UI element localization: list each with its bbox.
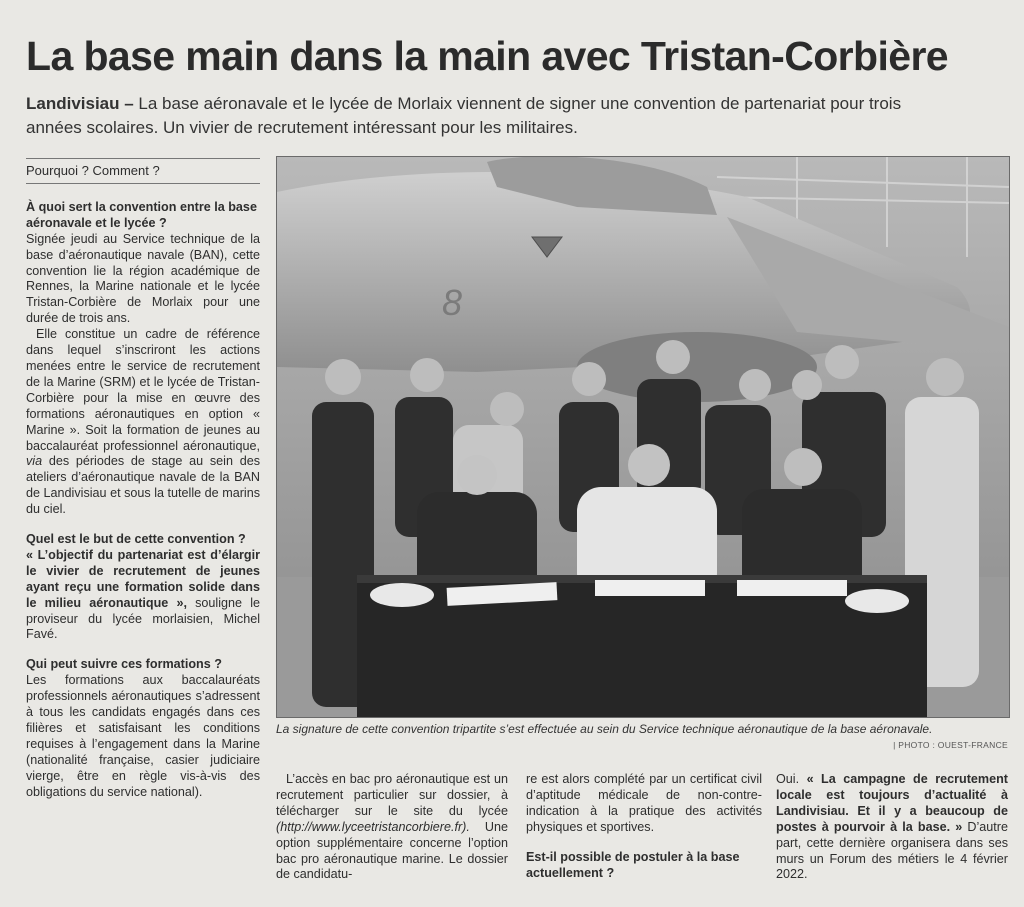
question-2: Quel est le but de cette convention ? [26,532,246,547]
jet-number: 8 [442,282,463,323]
photo-credit: | PHOTO : OUEST-FRANCE [893,740,1008,750]
photo [276,156,1010,718]
column-4-text [776,772,1008,883]
answer-3: Les formations aux baccalauréats professionnels aéronautiques s’adressent à tous les candidats engagés dans ces filières et satisfaisant les conditions requises à l’engagement dans la Marine (nationalité française, casier judiciaire vierge, être en règle vis-à-vis des obligations du service national). [26,673,260,799]
lede-text: La base aéronavale et le lycée de Morlaix viennent de signer une convention de partenariat pour trois années scolaires. Un vivier de recrutement intéressant pour les militaires. [26,94,902,137]
answer-2 [26,548,260,643]
column-3 [526,772,762,881]
column-4-quote: « La campagne de recrutement locale est toujours d’actualité à Landivisiau. Et il y a beaucoup de postes à pourvoir à la base. » [776,772,1008,834]
answer-1-paragraph-1: Signée jeudi au Service technique de la base d’aéronautique navale (BAN), cette convention lie la région académique de Rennes, la Marine nationale et le lycée Tristan-Corbière de Morlaix pour une durée de trois ans. [26,231,260,326]
question-4: Est-il possible de postuler à la base actuellement ? [526,849,740,880]
photo-illustration [277,157,1009,717]
column-3-text: re est alors complété par un certificat civil d’aptitude médicale de non-contre-indication à la pratique des activités physiques et sportives. [526,772,762,834]
lede [26,92,926,140]
answer-1-via: via [26,454,43,469]
column-4 [776,772,1008,883]
answer-1-p2-start: Elle constitue un cadre de référence dans lequel s’inscriront les actions menées entre le service de recrutement de la Marine (SRM) et le lycée de Tristan-Corbière pour la mise en œuvre des formations aéronautiques en option « Marine ». Soit la formation de jeunes au baccalauréat professionnel aéronautique, [26,327,260,453]
column-4-start: Oui. [776,772,807,786]
column-2-start: L’accès en bac pro aéronautique est un recrutement particulier sur dossier, à télécharger sur le site du lycée [276,772,508,818]
lede-place: Landivisiau – [26,94,134,113]
answer-2-rest: souligne le proviseur du lycée morlaisien, Michel Favé. [26,595,261,642]
rubric-label: Pourquoi ? Comment ? [26,158,260,184]
photo-caption: La signature de cette convention tripartite s’est effectuée au sein du Service technique aéronautique de la base aéronavale. [276,722,933,736]
column-2 [276,772,508,883]
column-4-end: D’autre part, cette dernière organisera dans ses murs un Forum des métiers le 4 février 2022. [776,819,1008,882]
lycee-url: (http://www.lyceetristancorbiere.fr). [276,819,470,834]
question-3: Qui peut suivre ces formations ? [26,657,222,672]
column-2-end: Une option supplémentaire concerne l’option bac pro aéronautique marine. Le dossier de candidatu- [276,819,508,882]
officer-cap-left [370,583,434,607]
headline: La base main dans la main avec Tristan-Corbière [26,33,949,79]
question-1: À quoi sert la convention entre la base aéronavale et le lycée ? [26,199,257,230]
answer-1-paragraph-2 [26,327,260,518]
answer-2-quote: « L’objectif du partenariat est d’élargir le vivier de recrutement de jeunes ayant reçu une formation solide dans le milieu aéronautique », [26,547,260,610]
officer-cap-right [845,589,909,613]
left-column [26,158,260,801]
answer-1-p2-end: des périodes de stage au sein des ateliers d’aéronautique navale de la BAN de Landivisiau et sous la tutelle de marins du ciel. [26,454,260,517]
column-2-text [276,772,508,883]
signing-table [357,577,927,717]
